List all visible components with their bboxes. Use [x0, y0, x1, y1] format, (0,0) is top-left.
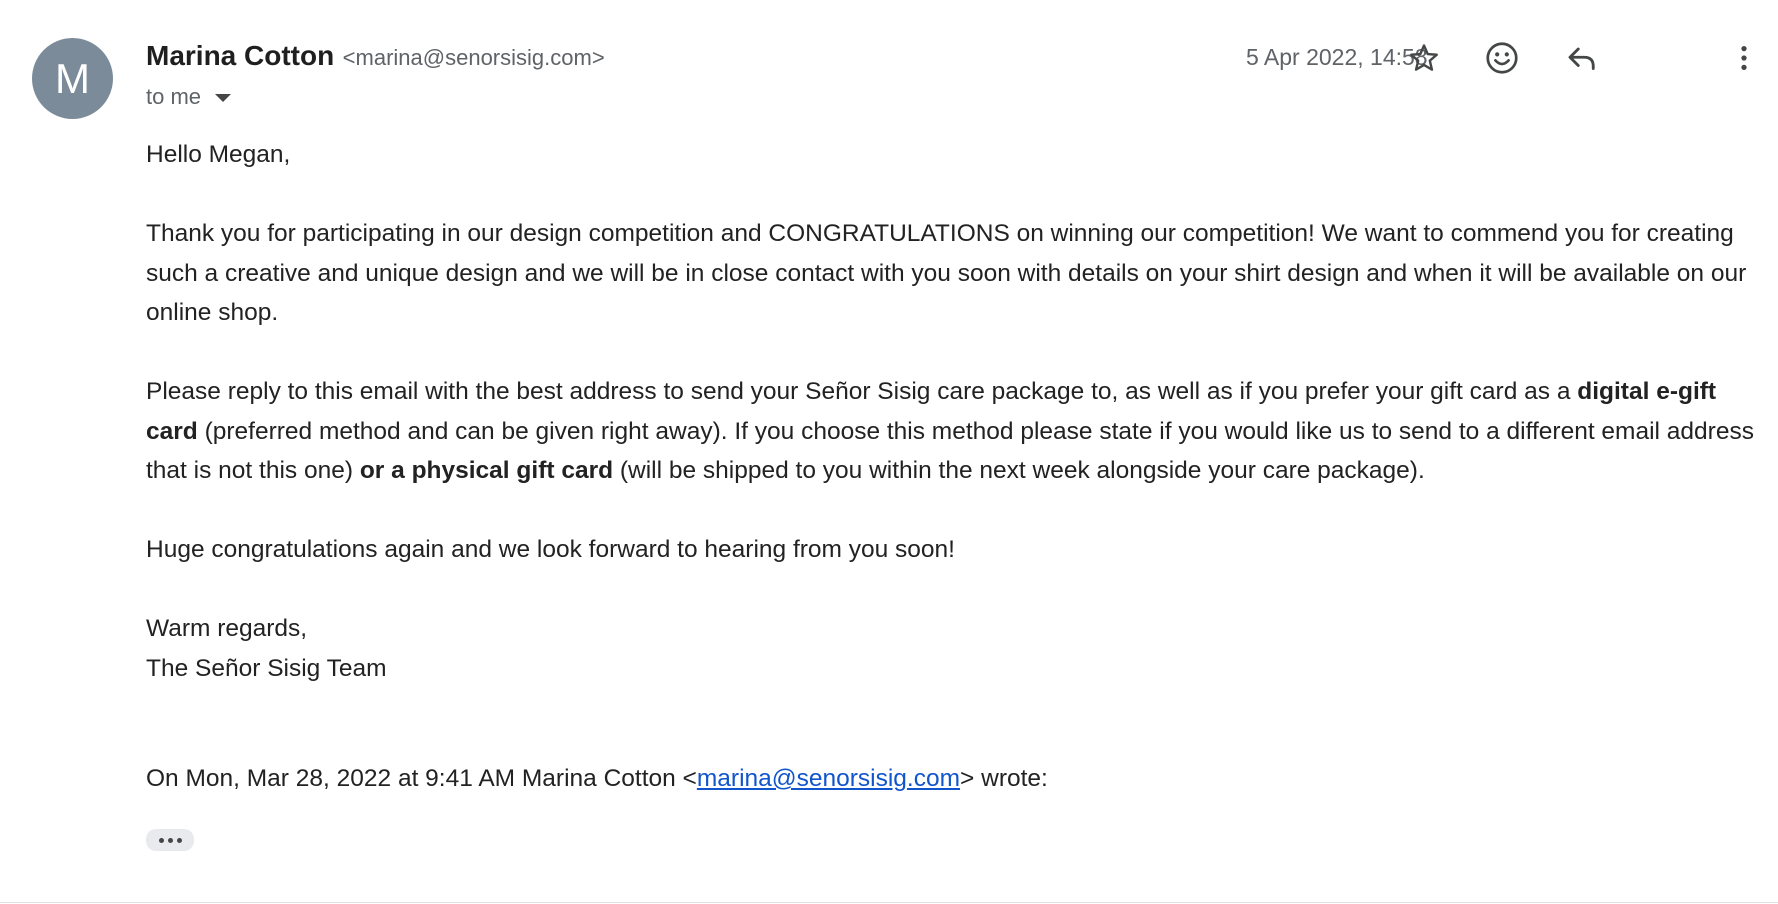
- ellipsis-icon: [177, 838, 182, 843]
- signature-block: [146, 609, 1761, 688]
- signature: The Señor Sisig Team: [146, 654, 387, 682]
- recipient-details-toggle[interactable]: [146, 84, 231, 110]
- greeting: Hello Megan,: [146, 141, 291, 168]
- quote-suffix: > wrote:: [960, 765, 1048, 792]
- text-run: (preferred method and can be given right away). If you choose this method please state if you would like us to send to a different email address that is not this one): [146, 417, 1754, 484]
- body-paragraph: Thank you for participating in our design competition and CONGRATULATIONS on winning our competition! We want to commend you for creating such a creative and unique design and we will be in close contact with you soon with details on your shirt design and when it will be available on our online shop.: [146, 220, 1747, 326]
- message-date: 5 Apr 2022, 14:58: [1246, 44, 1428, 70]
- emoji-icon: [1484, 40, 1520, 76]
- text-run: Please reply to this email with the best address to send your Señor Sisig care package to, as well as if you prefer your gift card as a: [146, 378, 1578, 405]
- star-button[interactable]: [1402, 36, 1446, 80]
- text-run: (will be shipped to you within the next week alongside your care package).: [613, 457, 1425, 484]
- show-trimmed-content-button[interactable]: [146, 829, 194, 851]
- add-reaction-button[interactable]: [1480, 36, 1524, 80]
- signoff: Warm regards,: [146, 615, 308, 642]
- bold-text: digital e-gift card: [146, 378, 1717, 445]
- sender-email: <marina@senorsisig.com>: [342, 45, 605, 70]
- sender-name[interactable]: Marina Cotton: [146, 40, 335, 71]
- quote-prefix: On Mon, Mar 28, 2022 at 9:41 AM Marina Cotton <: [146, 765, 697, 792]
- recipient-label: to me: [146, 84, 202, 109]
- sender-line: [146, 40, 605, 72]
- quote-header: [146, 765, 1048, 793]
- bold-text: or a physical gift card: [359, 457, 614, 484]
- body-paragraph: Huge congratulations again and we look forward to hearing from you soon!: [146, 536, 955, 563]
- divider: [0, 902, 1778, 903]
- chevron-down-icon[interactable]: [215, 94, 231, 102]
- quoted-email-link[interactable]: marina@senorsisig.com: [696, 765, 961, 792]
- star-icon: [1407, 41, 1441, 75]
- body-paragraph: [146, 372, 1761, 491]
- more-vert-icon: [1729, 41, 1759, 75]
- reply-icon: [1564, 40, 1600, 76]
- more-options-button[interactable]: [1722, 36, 1766, 80]
- reply-button[interactable]: [1560, 36, 1604, 80]
- ellipsis-icon: [159, 838, 164, 843]
- ellipsis-icon: [168, 838, 173, 843]
- avatar[interactable]: M: [32, 38, 113, 119]
- message-body: [146, 135, 1761, 688]
